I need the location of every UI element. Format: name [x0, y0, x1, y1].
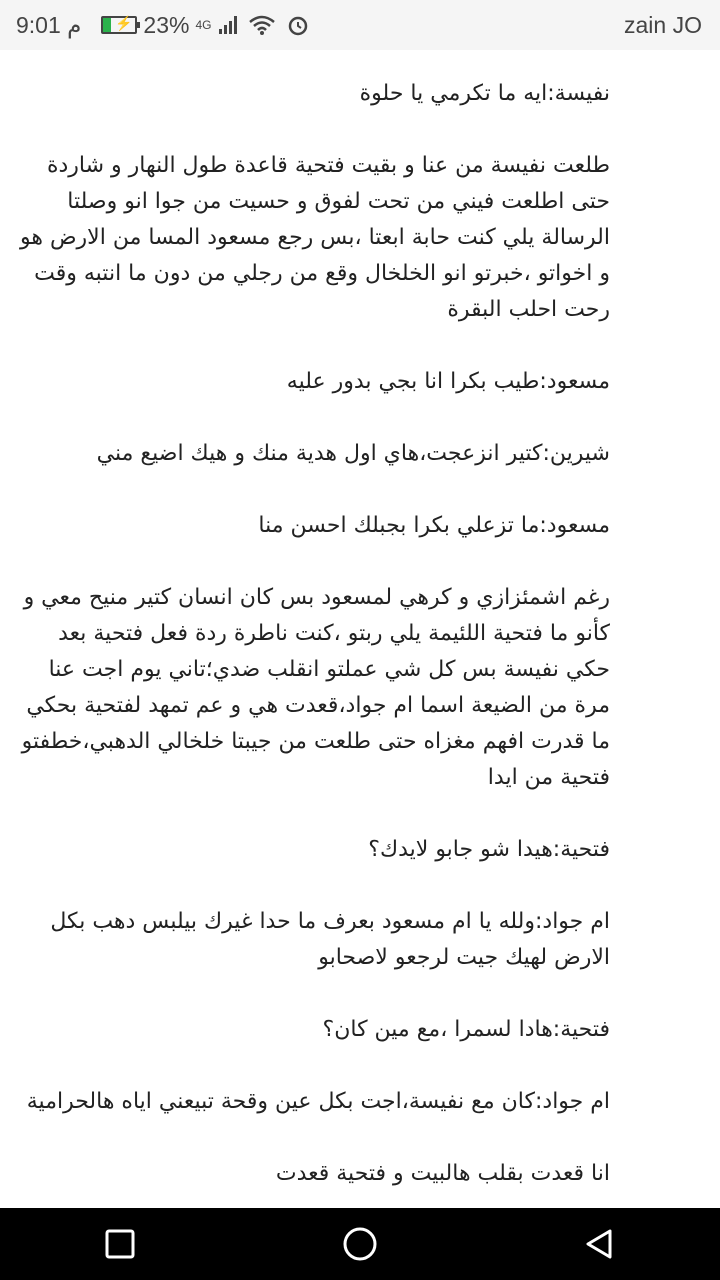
navigation-bar: [0, 1208, 720, 1280]
back-triangle-icon: [584, 1228, 616, 1260]
home-button[interactable]: [320, 1208, 400, 1280]
alarm-icon: [287, 14, 309, 36]
paragraph-10: ام جواد:كان مع نفيسة،اجت بكل عين وقحة تبيعني اياه هالحرامية: [26, 1089, 610, 1114]
status-left: [16, 0, 309, 50]
paragraph-2: طلعت نفيسة من عنا و بقيت فتحية قاعدة طول النهار و شاردة حتى اطلعت فيني من تحت لفوق و حسيت من جوا انو وصلتا الرسالة يلي كنت حابة ابعتا ،بس رجع مسعود المسا من الارض هو و اخواتو ،خبرتو انو الخلخال وقع من رجلي من دون ما انتبه وقت رحت احلب البقرة: [19, 153, 610, 322]
paragraph-1: نفيسة:ايه ما تكرمي يا حلوة: [359, 81, 610, 106]
paragraph-8: ام جواد:ولله يا ام مسعود بعرف ما حدا غيرك بيلبس دهب بكل الارض لهيك جيت لرجعو لاصحابو: [50, 909, 610, 970]
network-type: 4G: [195, 18, 212, 32]
wifi-icon: [249, 15, 275, 35]
status-bar: [0, 0, 720, 50]
recent-apps-button[interactable]: [80, 1208, 160, 1280]
back-button[interactable]: [560, 1208, 640, 1280]
battery-percent: 23%: [143, 11, 190, 38]
carrier-name: zain JO: [624, 11, 702, 38]
article-content[interactable]: [0, 50, 720, 1208]
paragraph-6: رغم اشمئزازي و كرهي لمسعود بس كان انسان كتير منيح معي و كأنو ما فتحية اللئيمة يلي ربتو ،كنت ناطرة ردة فعل فتحية بعد حكي نفيسة بس كل شي عملتو انقلب ضدي؛تاني يوم اجت عنا مرة من الضيعة اسما ام جواد،قعدت هي و عم تمهد لفتحية بحكي ما قدرت افهم مغزاه حتى طلعت من جيبتا خلخالي الدهبي،خطفتو فتحية من ايدا: [21, 585, 610, 790]
paragraph-9: فتحية:هادا لسمرا ،مع مين كان؟: [322, 1017, 610, 1042]
battery-icon: ⚡: [101, 16, 137, 34]
paragraph-5: مسعود:ما تزعلي بكرا بجبلك احسن منا: [258, 513, 610, 538]
paragraph-7: فتحية:هيدا شو جابو لايدك؟: [368, 837, 610, 862]
circle-icon: [342, 1226, 378, 1262]
paragraph-11: انا قعدت بقلب هالبيت و فتحية قعدت: [275, 1161, 610, 1186]
clock: 9:01 م: [16, 11, 82, 38]
signal-icon: [219, 16, 237, 34]
status-right: [624, 0, 702, 50]
paragraph-4: شيرين:كتير انزعجت،هاي اول هدية منك و هيك اضيع مني: [96, 441, 610, 466]
paragraph-3: مسعود:طيب بكرا انا بجي بدور عليه: [286, 369, 610, 394]
square-icon: [105, 1229, 135, 1259]
